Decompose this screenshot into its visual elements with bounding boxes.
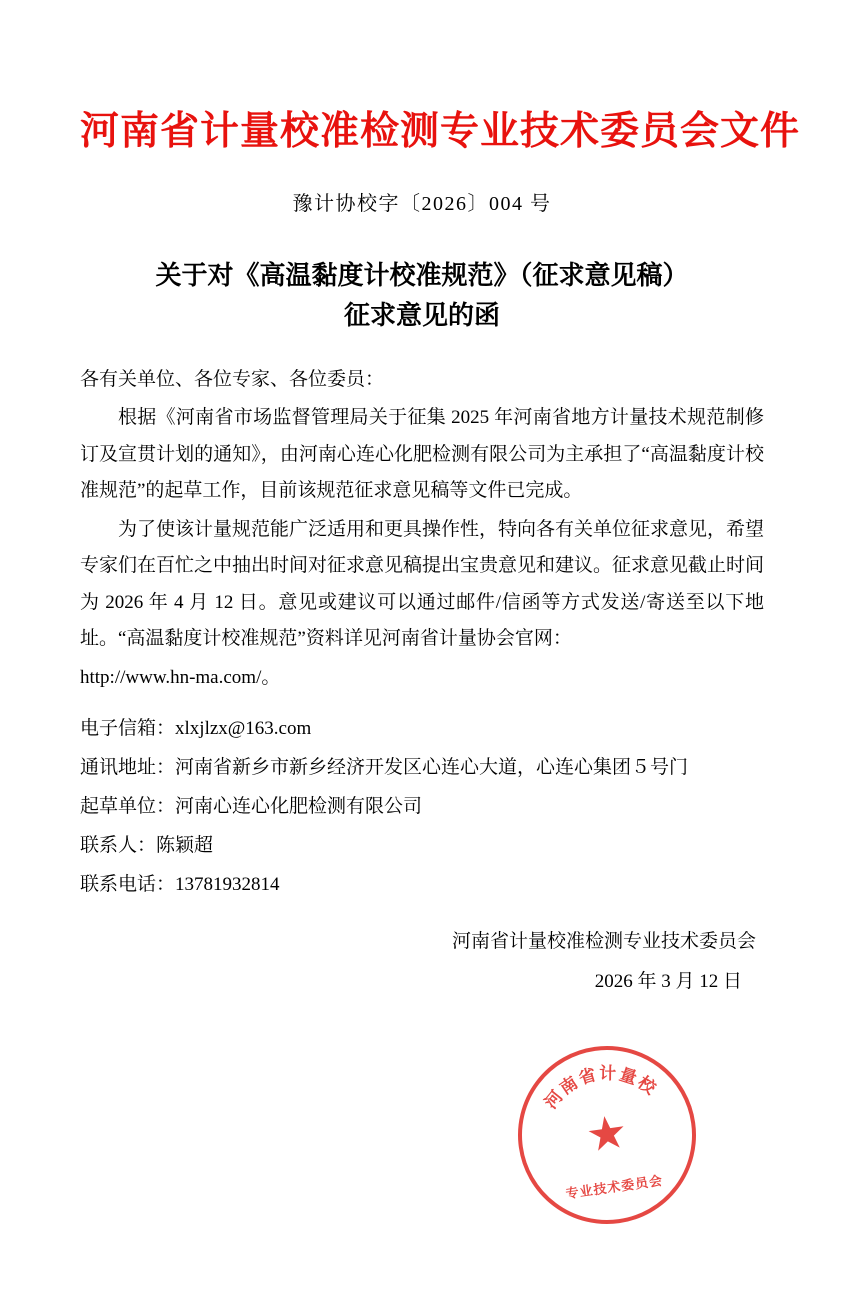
document-page: [0, 108, 844, 1301]
document-number: 豫计协校字〔2026〕004 号: [292, 192, 552, 215]
seal-arc-text: [511, 1039, 703, 1231]
svg-text:河南省计量校: [537, 1055, 663, 1115]
contact-label-drafting-unit: 起草单位：: [80, 796, 176, 818]
contact-row-address: [80, 749, 764, 788]
contact-information: [80, 710, 764, 905]
official-seal-stamp: [506, 1034, 707, 1235]
page-title-line-1: 关于对《高温黏度计校准规范》（征求意见稿）: [155, 260, 689, 291]
contact-label-person: 联系人：: [80, 835, 157, 857]
contact-label-email: 电子信箱：: [80, 718, 176, 740]
website-url[interactable]: http://www.hn-ma.com/。: [80, 666, 281, 688]
contact-label-phone: 联系电话：: [80, 873, 176, 895]
body-paragraph-2: 为了使该计量规范能广泛适用和更具操作性，特向各有关单位征求意见，希望专家们在百忙之中抽出时间对征求意见稿提出宝贵意见和建议。征求意见截止时间为 2026 年 4 月 12 日。意见或建议可以通过邮件/信函等方式发送/寄送至以下地址。“高温黏度计校准规范”资料详见河南省计量协会官网：: [80, 518, 765, 650]
contact-row-person: [80, 827, 764, 866]
contact-value-address: 河南省新乡市新乡经济开发区心连心大道，心连心集团５号门: [175, 757, 689, 779]
signature-date: 2026 年 3 月 12 日: [594, 970, 742, 992]
body-paragraph-1: 根据《河南省市场监督管理局关于征集 2025 年河南省地方计量技术规范制修订及宣贯计划的通知》，由河南心连心化肥检测有限公司为主承担了“高温黏度计校准规范”的起草工作，目前该规范征求意见稿等文件已完成。: [80, 407, 764, 502]
contact-row-email: [80, 710, 764, 749]
issuing-organization-title: 河南省计量校准检测专业技术委员会文件: [80, 108, 801, 154]
contact-value-email[interactable]: xlxjlzx@163.com: [175, 718, 312, 740]
seal-bottom-text: 专业技术委员会: [564, 1172, 664, 1202]
document-header: [80, 108, 801, 155]
document-body: [80, 362, 764, 696]
signature-block: [80, 923, 764, 1001]
contact-label-address: 通讯地址：: [80, 757, 176, 779]
contact-row-phone: [80, 866, 764, 905]
contact-value-drafting-unit: 河南心连心化肥检测有限公司: [175, 796, 423, 818]
contact-row-drafting-unit: [80, 788, 764, 827]
contact-value-person: 陈颖超: [156, 835, 214, 857]
page-title-line-2: 征求意见的函: [343, 301, 500, 332]
seal-inner-ring: [511, 1039, 703, 1231]
seal-star-icon: ★: [582, 1105, 631, 1162]
page-title: [80, 256, 764, 337]
contact-value-phone: 13781932814: [175, 873, 280, 895]
signature-organization: 河南省计量校准检测专业技术委员会: [451, 930, 756, 952]
seal-top-text: 河南省计量校: [541, 1063, 661, 1114]
salutation: 各有关单位、各位专家、各位委员：: [80, 369, 385, 391]
